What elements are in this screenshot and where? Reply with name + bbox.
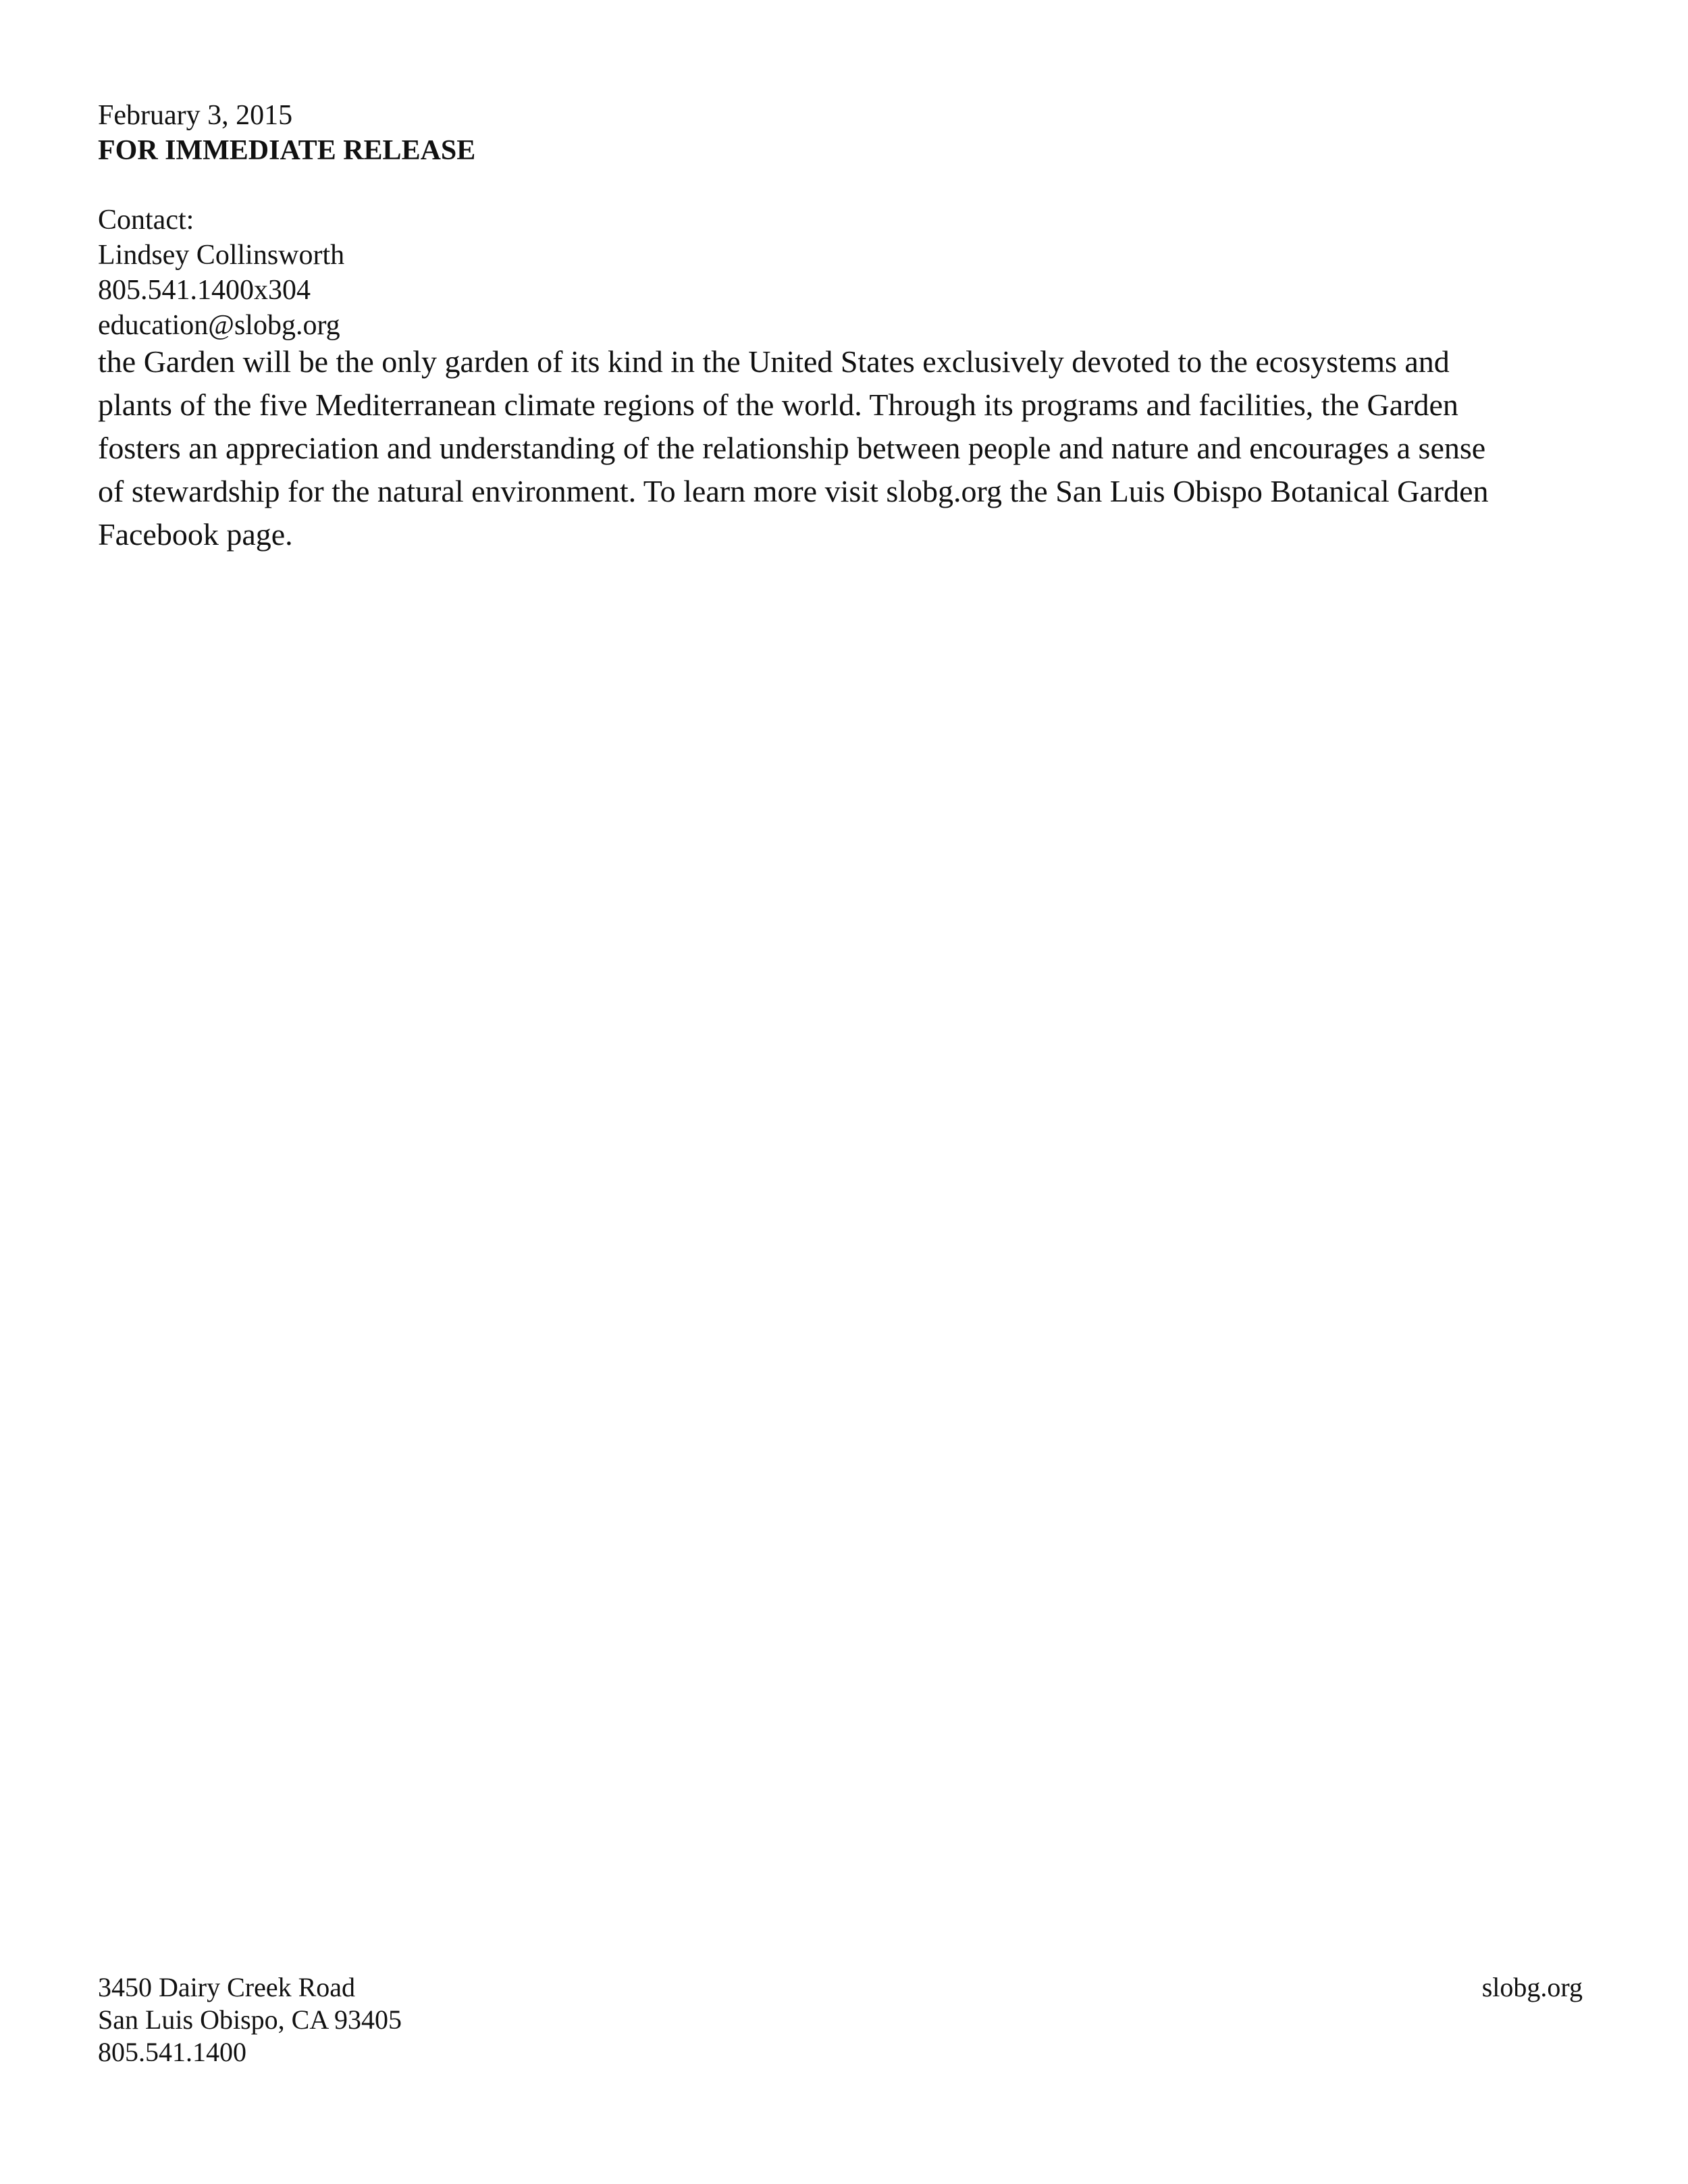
body-line: of stewardship for the natural environment. To learn more visit slobg.org the San Luis Obispo Botanical Garden [98,474,1489,508]
contact-email: education@slobg.org [98,310,340,341]
body-line: plants of the five Mediterranean climate regions of the world. Through its programs and facilities, the Garden [98,388,1458,422]
footer-website-text: slobg.org [1481,1972,1583,2002]
release-date: February 3, 2015 [98,100,293,131]
contact-name: Lindsey Collinsworth [98,240,345,271]
body-line: fosters an appreciation and understanding of the relationship between people and nature and encourages a sense [98,431,1486,465]
contact-block [98,203,1583,343]
footer-city: San Luis Obispo, CA 93405 [98,2004,402,2035]
contact-phone: 805.541.1400x304 [98,275,311,306]
footer-address [98,1971,402,2069]
body-paragraph [98,340,1583,556]
body-line: the Garden will be the only garden of its kind in the United States exclusively devoted to the ecosystems and [98,344,1450,379]
body-line: Facebook page. [98,517,293,552]
footer-website [1482,1971,1583,2004]
release-header [98,98,1583,168]
footer-phone: 805.541.1400 [98,2037,246,2067]
release-status: FOR IMMEDIATE RELEASE [98,135,476,166]
footer-street: 3450 Dairy Creek Road [98,1972,356,2002]
contact-label: Contact: [98,205,194,236]
